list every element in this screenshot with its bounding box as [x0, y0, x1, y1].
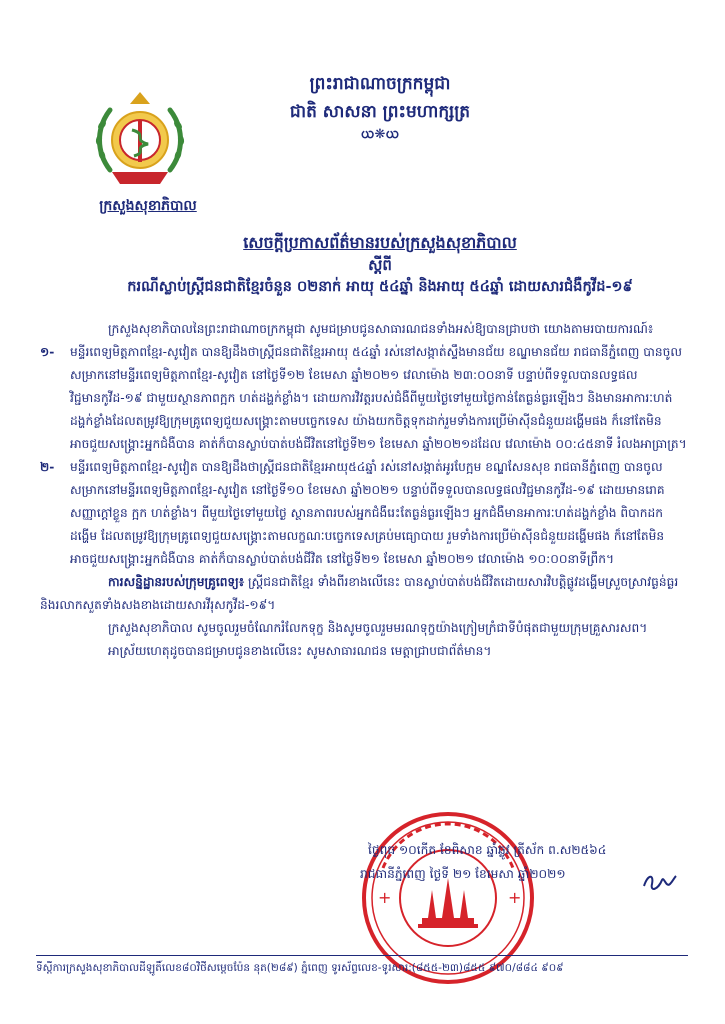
intro-paragraph: ក្រសួងសុខាភិបាលនៃព្រះរាជាណាចក្រកម្ពុជា សូមជម្រាបជូនសាធារណជនទាំងអស់ឱ្យបានជ្រាបថា យោងតាមរបាយការណ៍៖: [108, 322, 654, 336]
closing-paragraph: អាស្រ័យហេតុដូចបានជម្រាបជូនខាងលើនេះ សូមសាធារណជន មេត្តាជ្រាបជាព័ត៌មាន។: [108, 644, 492, 658]
document-topic: ករណីស្លាប់ស្ត្រីជនជាតិខ្មែរចំនួន ០២នាក់ អាយុ ៥៤ឆ្នាំ និងអាយុ ៥៤ឆ្នាំ ដោយសារជំងឺកូវីដ-១៩: [127, 279, 633, 295]
footer-divider: [36, 955, 688, 956]
gregorian-date: រាជធានីភ្នំពេញ ថ្ងៃទី ២១ ខែមេសា ឆ្នាំ២០២១: [360, 867, 566, 881]
conclusion-label: ការសន្និដ្ឋានរបស់ក្រុមគ្រូពេទ្យ៖: [108, 575, 245, 589]
report-item-2: [40, 456, 690, 571]
item-number: ១-: [40, 345, 55, 359]
conclusion-paragraph: [40, 571, 690, 617]
ministry-label: ក្រសួងសុខាភិបាល: [99, 198, 197, 214]
svg-text:+: +: [508, 888, 522, 907]
ministry-logo-icon: [90, 90, 190, 190]
condolence-paragraph: ក្រសួងសុខាភិបាល សូមចូលរួមចំណែករំលែកទុក្ខ និងសូមចូលរួមមរណទុក្ខយ៉ាងក្រៀមក្រំជាទីបំផុតជាមួយក្រុមគ្រួសារសព។: [108, 621, 648, 635]
signature-icon: [640, 870, 680, 894]
document-body: [40, 318, 690, 663]
report-item-1: [40, 341, 690, 456]
kingdom-line1: ព្រះរាជាណាចក្រកម្ពុជា: [309, 74, 451, 94]
item-text: មន្ទីរពេទ្យមិត្តភាពខ្មែរ-សូវៀត បានឱ្យដឹងថាស្ត្រីជនជាតិខ្មែរអាយុ៥៤ឆ្នាំ រស់នៅសង្កាត់អូរបែក្អម ខណ្ឌសែនសុខ រាជធានីភ្នំពេញ បានចូលសម្រាកនៅមន្ទីរពេទ្យមិត្តភាពខ្មែរ-សូវៀត នៅថ្ងៃទី១០ ខែមេសា ឆ្នាំ២០២១ បន្ទាប់ពីទទួលបានលទ្ធផលវិជ្ជមានកូវីដ-១៩ ដោយមានរោគសញ្ញាក្តៅខ្លួន ក្អក ហត់ខ្លាំង។ ពីមួយថ្ងៃទៅមួយថ្ងៃ ស្ថានភាពរបស់អ្នកជំងឺរេះតែធ្ងន់ធ្ងរឡើងៗ អ្នកជំងឺមានអាការៈហត់ដង្ហក់ខ្លាំង ពិបាកដកដង្ហើម ដែលតម្រូវឱ្យក្រុមគ្រូពេទ្យជួយសង្គ្រោះតាមលក្ខណៈបច្ចេកទេសគ្រប់មធ្យោបាយ រួមទាំងការប្រើម៉ាស៊ីនជំនួយដង្ហើមផង ក៏នៅតែមិនអាចជួយសង្គ្រោះអ្នកជំងឺបាន គាត់ក៏បានស្លាប់បាត់បង់ជីវិត នៅថ្ងៃទី២១ ខែមេសា ឆ្នាំ២០២១ វេលាម៉ោង ១០:០០នាទីព្រឹក។: [70, 460, 665, 566]
item-number: ២-: [40, 460, 55, 474]
kingdom-line2: ជាតិ សាសនា ព្រះមហាក្សត្រ: [289, 102, 471, 122]
svg-text:+: +: [378, 888, 392, 907]
item-text: មន្ទីរពេទ្យមិត្តភាពខ្មែរ-សូវៀត បានឱ្យដឹងថាស្ត្រីជនជាតិខ្មែរអាយុ ៥៤ឆ្នាំ រស់នៅសង្កាត់ស្ទឹងមានជ័យ ខណ្ឌមានជ័យ រាជធានីភ្នំពេញ បានចូលសម្រាកនៅមន្ទីរពេទ្យមិត្តភាពខ្មែរ-សូវៀត នៅថ្ងៃទី១២ ខែមេសា ឆ្នាំ២០២១ វេលាម៉ោង ២៣:០០នាទី បន្ទាប់ពីទទួលបានលទ្ធផលវិជ្ជមានកូវីដ-១៩ ជាមួយស្ថានភាពក្អក ហត់ដង្ហក់ខ្លាំង។ ដោយការវិវត្តរបស់ជំងឺពីមួយថ្ងៃទៅមួយថ្ងៃកាន់តែធ្ងន់ធ្ងរឡើងៗ និងមានអាការៈហត់ដង្ហក់ខ្លាំងដែលតម្រូវឱ្យក្រុមគ្រូពេទ្យជួយសង្គ្រោះតាមបច្ចេកទេស យ៉ាងយកចិត្តទុកដាក់រួមទាំងការប្រើម៉ាស៊ីនជំនួយដង្ហើមផង ក៏នៅតែមិនអាចជួយសង្គ្រោះអ្នកជំងឺបាន គាត់ក៏បានស្លាប់បាត់បង់ជីវិតនៅថ្ងៃទី២១ ខែមេសា ឆ្នាំ២០២១ដដែល វេលាម៉ោង ០០:៤៥នាទី រំលងអាធ្រាត្រ។: [70, 345, 687, 451]
lunar-date: ថ្ងៃពុធ ១០កើត ខែពិសាខ ឆ្នាំឆ្លូវ ត្រីស័ក ព.ស២៥៦៤: [368, 843, 607, 857]
conclusion-text: ស្ត្រីជនជាតិខ្មែរ ទាំងពីរខាងលើនេះ បានស្លាប់បាត់បង់ជីវិតដោយសារវិបត្តិផ្លូវដង្ហើមស្រួចស្រាវធ្ងន់ធ្ងរ និងរលាកសួតទាំងសងខាងដោយសារវីរុសកូវីដ-១៩។: [40, 575, 679, 612]
document-subtitle: ស្តីពី: [368, 256, 392, 274]
ornament-icon: ᨿ❋ᨿ: [360, 127, 400, 142]
document-title: សេចក្តីប្រកាសព័ត៌មានរបស់ក្រសួងសុខាភិបាល: [243, 233, 517, 252]
document-titles: [70, 232, 690, 298]
kingdom-header: [230, 70, 530, 144]
footer-address: ទីស្តីការក្រសួងសុខាភិបាលដីឡូតិ៍លេខ៨០វិថីសម្តេចប៉ែន នុត(២៨៩) ភ្នំពេញ ទូរស័ព្ទលេខ-ទូរសារ:(៨៥៥-២៣)៨៥៥ ៩៧០/៨៨៤ ៩០៩: [36, 962, 564, 974]
